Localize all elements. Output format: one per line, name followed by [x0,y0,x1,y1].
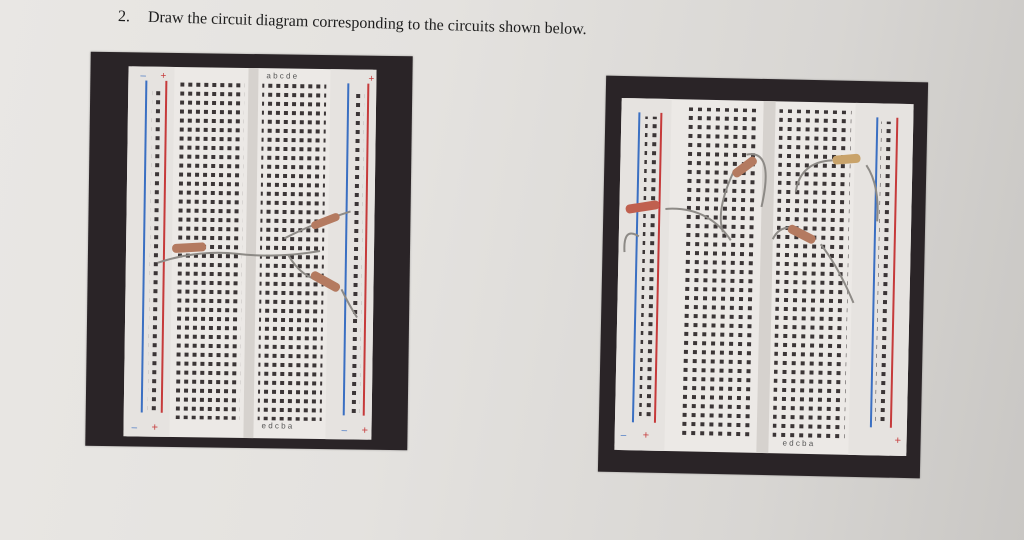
resistor-1-left [172,242,206,253]
rlabel-minus-bottom-left: – [620,430,627,442]
rlabel-plus-bottom-left: + [642,429,650,442]
terminal-holes-left-b [258,80,327,421]
rcolumn-letters-bottom: e d c b a [782,438,814,449]
column-letters-top: a b c d e [266,71,298,81]
label-minus-top-left: – [140,70,147,82]
label-minus-bottom-left: – [131,422,138,434]
column-letters-bottom: e d c b a [261,421,293,431]
terminal-holes-right-a [681,107,760,436]
question-text: Draw the circuit diagram corresponding to the circuits shown below. [147,8,587,39]
rlabel-plus-bottom-right: + [894,434,902,447]
question-number: 2. [117,8,131,26]
breadboard-photo-left [85,52,412,450]
breadboard-photo-right [598,76,928,479]
label-plus-bottom-left: + [151,421,159,434]
breadboard-left-svg [85,52,412,450]
label-plus-bottom-right: + [361,424,369,437]
label-plus-top-left: + [160,70,167,82]
breadboard-right-svg [598,76,928,479]
label-plus-top-right: + [368,73,375,85]
label-minus-bottom-right: – [341,425,348,437]
question-2 [118,8,738,43]
